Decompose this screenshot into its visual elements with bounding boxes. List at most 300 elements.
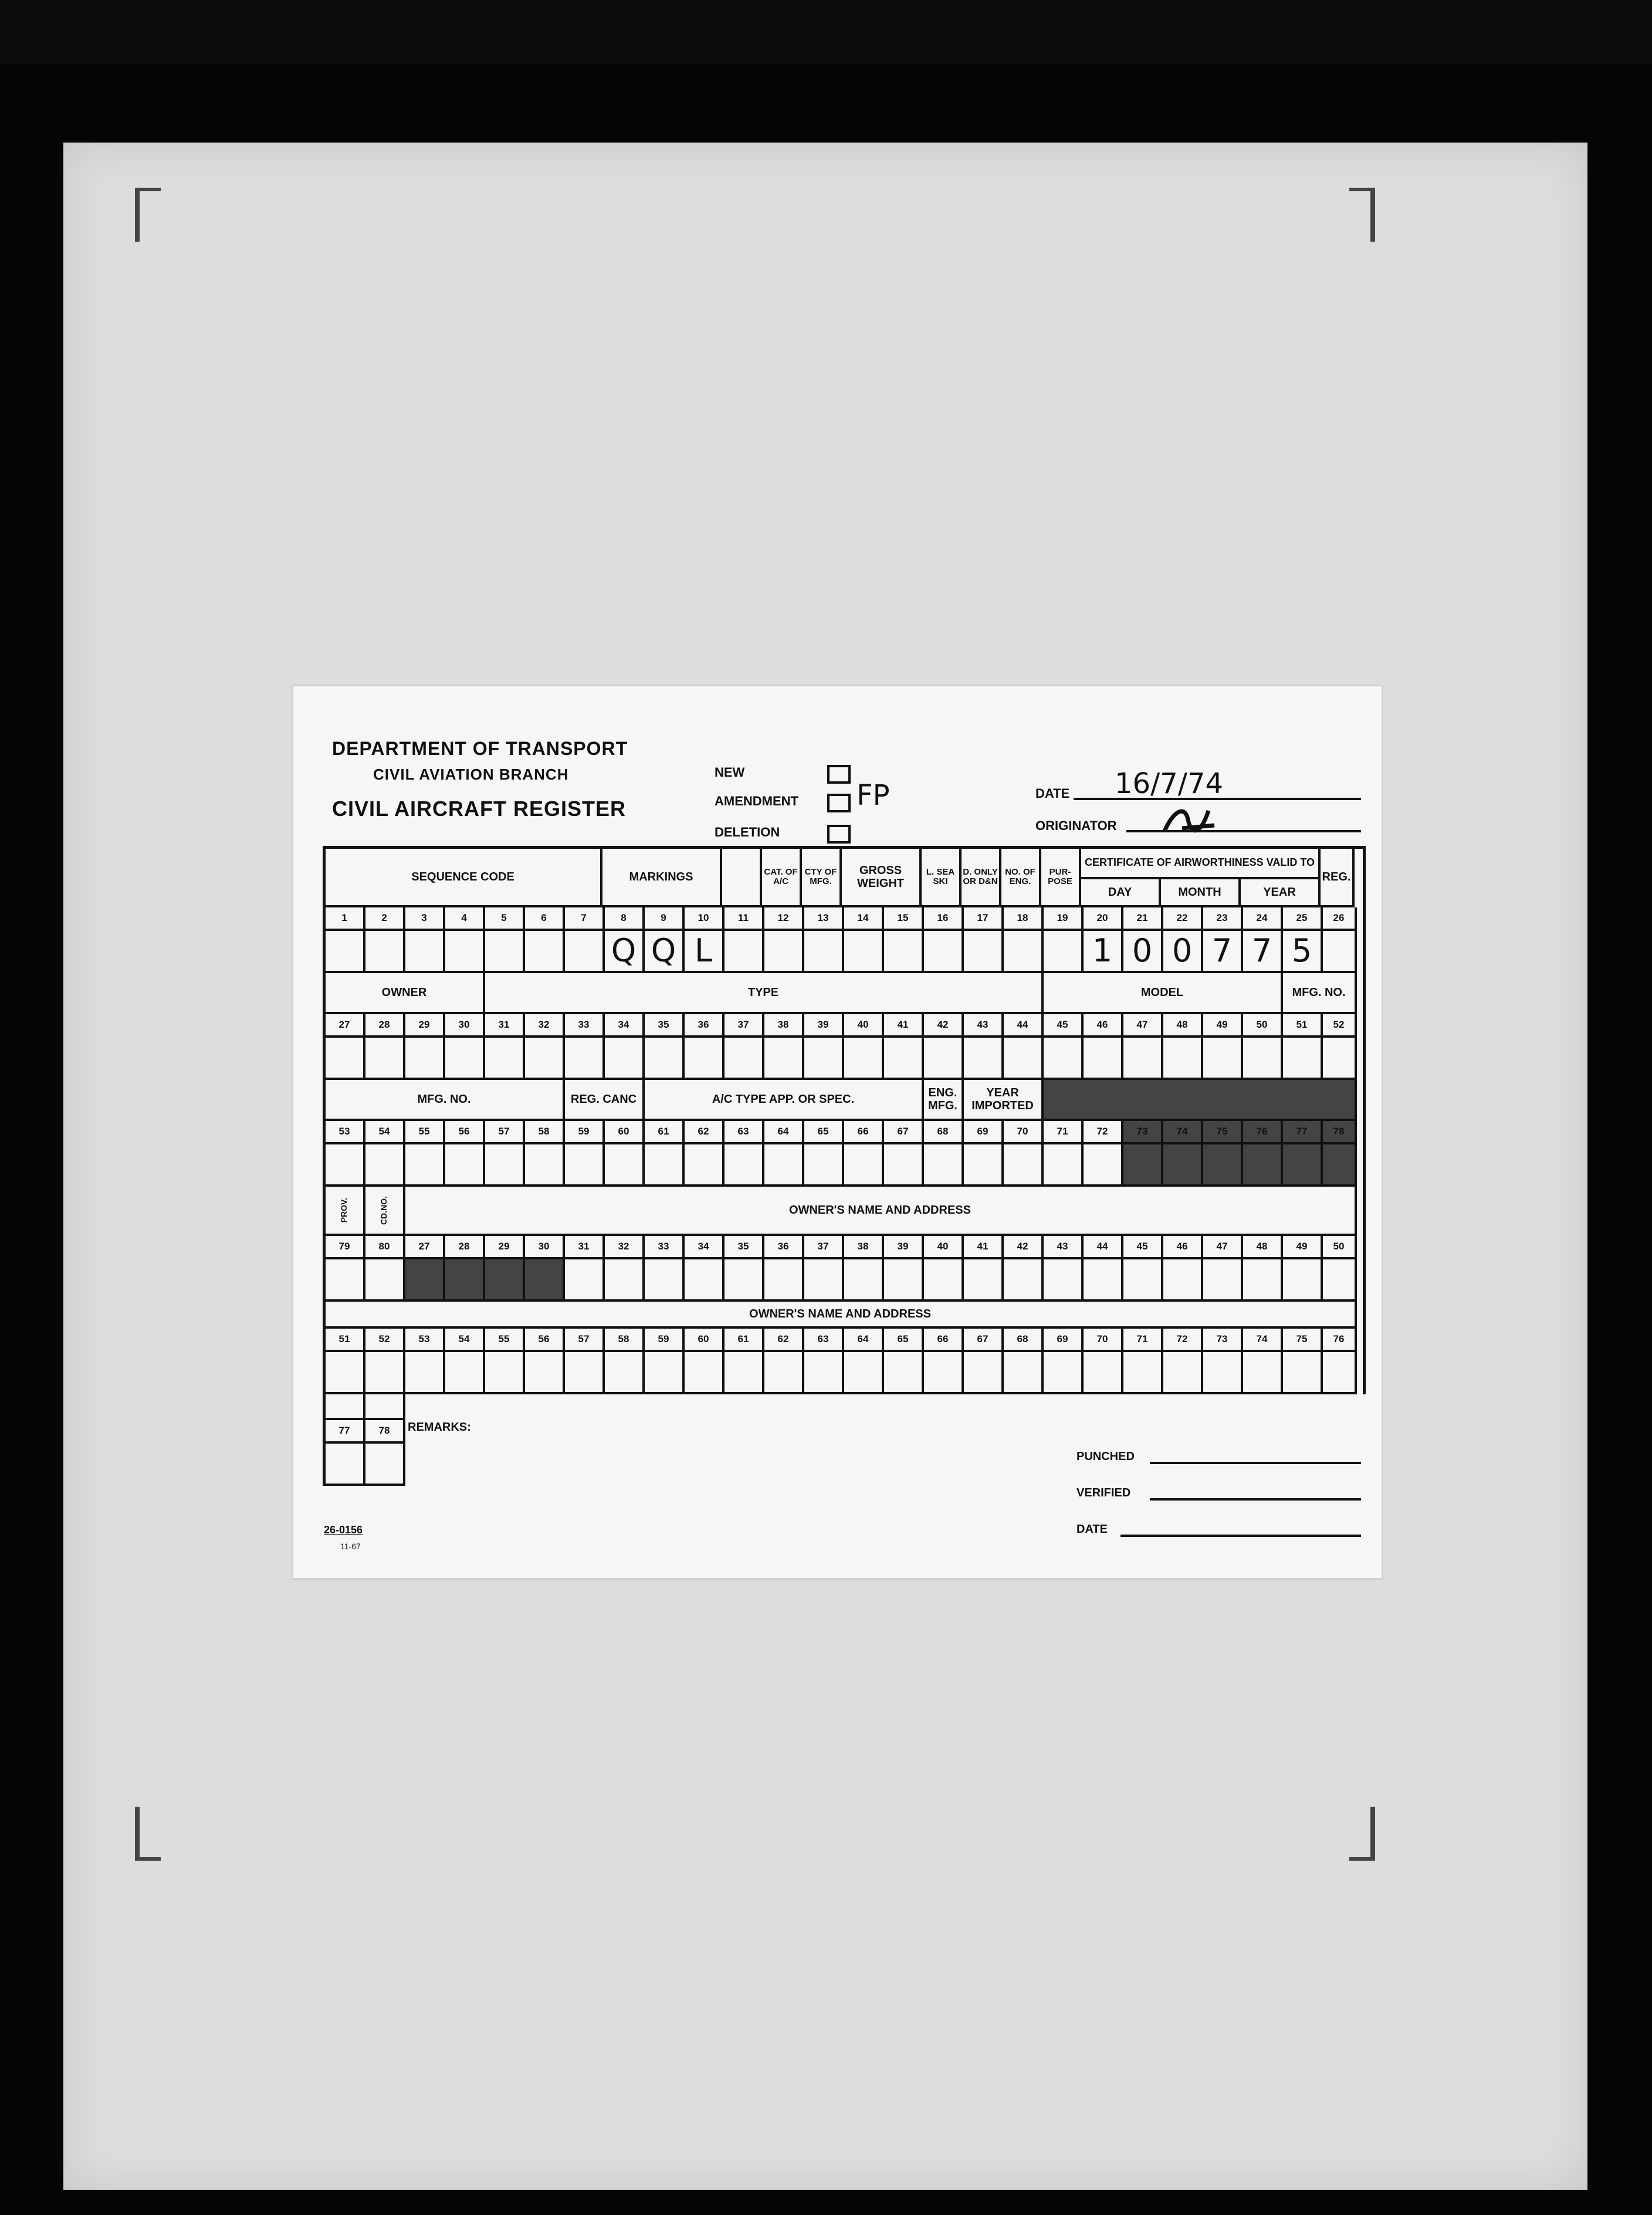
- row1-field-12[interactable]: [764, 931, 804, 973]
- row1-values: [323, 931, 1366, 973]
- row3-number-2: 54: [365, 1121, 405, 1144]
- field-78[interactable]: [365, 1444, 405, 1486]
- row5-field-12[interactable]: [764, 1352, 804, 1394]
- verified-label: VERIFIED: [1076, 1486, 1131, 1499]
- row3-number-17: 69: [964, 1121, 1004, 1144]
- purpose-header: PUR- POSE: [1041, 849, 1081, 907]
- row2-field-10[interactable]: [685, 1038, 725, 1080]
- row4-number-16: 40: [924, 1236, 964, 1259]
- row1-number-8: 8: [605, 907, 645, 931]
- row1-number-6: 6: [525, 907, 565, 931]
- row4-values: [323, 1259, 1366, 1302]
- form-date: 11-67: [340, 1542, 361, 1551]
- row5-number-21: 71: [1123, 1329, 1163, 1352]
- row4-field-23[interactable]: [1203, 1259, 1243, 1302]
- row5-number-23: 73: [1203, 1329, 1243, 1352]
- row4-number-11: 35: [725, 1236, 764, 1259]
- row1-number-16: 16: [924, 907, 964, 931]
- row4-field-16[interactable]: [924, 1259, 964, 1302]
- row4-number-22: 46: [1163, 1236, 1203, 1259]
- row5-field-2[interactable]: [365, 1352, 405, 1394]
- row3-number-14: 66: [844, 1121, 884, 1144]
- row5-field-8[interactable]: [605, 1352, 645, 1394]
- row1-number-18: 18: [1004, 907, 1044, 931]
- crop-mark-bottom-right: [1349, 1807, 1375, 1861]
- row4-headers: [323, 1187, 1366, 1236]
- row5-number-20: 70: [1084, 1329, 1123, 1352]
- prov-label: PROV.: [339, 1197, 349, 1223]
- row2-number-21: 47: [1123, 1014, 1163, 1038]
- new-checkbox[interactable]: [827, 765, 851, 784]
- row1-field-19[interactable]: [1044, 931, 1084, 973]
- register-grid: [323, 846, 1366, 1486]
- row4-field-24[interactable]: [1243, 1259, 1283, 1302]
- row4-field-1[interactable]: [326, 1259, 365, 1302]
- row2-number-18: 44: [1004, 1014, 1044, 1038]
- row3-number-21: 73: [1123, 1121, 1163, 1144]
- row5-field-16[interactable]: [924, 1352, 964, 1394]
- row1-number-11: 11: [725, 907, 764, 931]
- row5-field-3[interactable]: [405, 1352, 445, 1394]
- row3-number-9: 61: [645, 1121, 685, 1144]
- row1-field-6[interactable]: [525, 931, 565, 973]
- row4-number-2: 80: [365, 1236, 405, 1259]
- row3-field-7[interactable]: [565, 1144, 605, 1187]
- row4-field-17[interactable]: [964, 1259, 1004, 1302]
- remarks-gap-1: [326, 1394, 365, 1418]
- row3-number-5: 57: [485, 1121, 525, 1144]
- row2-field-20[interactable]: [1084, 1038, 1123, 1080]
- row2-number-6: 32: [525, 1014, 565, 1038]
- row5-number-4: 54: [445, 1329, 485, 1352]
- row2-field-9[interactable]: [645, 1038, 685, 1080]
- row2-number-10: 36: [685, 1014, 725, 1038]
- row4-number-14: 38: [844, 1236, 884, 1259]
- row3-number-11: 63: [725, 1121, 764, 1144]
- cat-header: CAT. OF A/C: [762, 849, 802, 907]
- row3-field-15[interactable]: [884, 1144, 924, 1187]
- row5-values: [323, 1352, 1366, 1394]
- row2-field-19[interactable]: [1044, 1038, 1084, 1080]
- row1-field-8[interactable]: Q: [605, 931, 645, 973]
- row3-field-5[interactable]: [485, 1144, 525, 1187]
- row4-field-8[interactable]: [605, 1259, 645, 1302]
- row5-number-24: 74: [1243, 1329, 1283, 1352]
- row1-field-10[interactable]: L: [685, 931, 725, 973]
- row4-field-4[interactable]: [445, 1259, 485, 1302]
- row2-field-24[interactable]: [1243, 1038, 1283, 1080]
- engmfg-header: ENG. MFG.: [924, 1080, 964, 1121]
- row3-number-16: 68: [924, 1121, 964, 1144]
- row5-number-12: 62: [764, 1329, 804, 1352]
- row2-numbers: [323, 1014, 1366, 1038]
- row4-numbers: [323, 1236, 1366, 1259]
- row4-field-26[interactable]: [1323, 1259, 1357, 1302]
- row3-field-13[interactable]: [804, 1144, 844, 1187]
- row2-field-14[interactable]: [844, 1038, 884, 1080]
- row3-number-13: 65: [804, 1121, 844, 1144]
- row1-numbers: [323, 907, 1366, 931]
- row1-number-25: 25: [1283, 907, 1323, 931]
- row4-field-25[interactable]: [1283, 1259, 1323, 1302]
- row2-number-11: 37: [725, 1014, 764, 1038]
- row3-field-25[interactable]: [1283, 1144, 1323, 1187]
- row2-field-21[interactable]: [1123, 1038, 1163, 1080]
- row1-field-3[interactable]: [405, 931, 445, 973]
- footer-date-label: DATE: [1076, 1523, 1108, 1536]
- row2-number-8: 34: [605, 1014, 645, 1038]
- row4-number-4: 28: [445, 1236, 485, 1259]
- row5-number-5: 55: [485, 1329, 525, 1352]
- row3-number-19: 71: [1044, 1121, 1084, 1144]
- num-77: 77: [326, 1420, 365, 1444]
- row5-field-5[interactable]: [485, 1352, 525, 1394]
- row1-field-17[interactable]: [964, 931, 1004, 973]
- row4-field-6[interactable]: [525, 1259, 565, 1302]
- row5-field-22[interactable]: [1163, 1352, 1203, 1394]
- row5-field-21[interactable]: [1123, 1352, 1163, 1394]
- mfgno-header: MFG. NO.: [1283, 973, 1357, 1014]
- row4-field-2[interactable]: [365, 1259, 405, 1302]
- row1-field-15[interactable]: [884, 931, 924, 973]
- footer-date-line[interactable]: [1120, 1535, 1361, 1537]
- row4-field-9[interactable]: [645, 1259, 685, 1302]
- row2-field-18[interactable]: [1004, 1038, 1044, 1080]
- row3-field-20[interactable]: [1084, 1144, 1123, 1187]
- row4-field-13[interactable]: [804, 1259, 844, 1302]
- row1-field-26[interactable]: [1323, 931, 1357, 973]
- gross-weight-header: GROSS WEIGHT: [842, 849, 922, 907]
- row5-number-2: 52: [365, 1329, 405, 1352]
- row4-number-1: 79: [326, 1236, 365, 1259]
- row1-number-5: 5: [485, 907, 525, 931]
- row5-field-4[interactable]: [445, 1352, 485, 1394]
- row3-field-9[interactable]: [645, 1144, 685, 1187]
- row3-values: [323, 1144, 1366, 1187]
- row2-field-7[interactable]: [565, 1038, 605, 1080]
- row4-field-11[interactable]: [725, 1259, 764, 1302]
- row5-numbers: [323, 1329, 1366, 1352]
- row4-number-21: 45: [1123, 1236, 1163, 1259]
- row3-field-16[interactable]: [924, 1144, 964, 1187]
- row5-field-14[interactable]: [844, 1352, 884, 1394]
- row1-number-12: 12: [764, 907, 804, 931]
- row1-number-2: 2: [365, 907, 405, 931]
- prov-header: [326, 1187, 365, 1236]
- row5-field-13[interactable]: [804, 1352, 844, 1394]
- row4-number-5: 29: [485, 1236, 525, 1259]
- row4-field-20[interactable]: [1084, 1259, 1123, 1302]
- blank-header: [722, 849, 762, 907]
- row3-field-24[interactable]: [1243, 1144, 1283, 1187]
- mfgno-header-2: MFG. NO.: [326, 1080, 565, 1121]
- row5-number-17: 67: [964, 1329, 1004, 1352]
- row1-number-10: 10: [685, 907, 725, 931]
- crop-mark-top-right: [1349, 188, 1375, 242]
- row2-number-7: 33: [565, 1014, 605, 1038]
- row3-field-17[interactable]: [964, 1144, 1004, 1187]
- row4-number-3: 27: [405, 1236, 445, 1259]
- row3-field-12[interactable]: [764, 1144, 804, 1187]
- row3-number-1: 53: [326, 1121, 365, 1144]
- row2-number-3: 29: [405, 1014, 445, 1038]
- scanner-edge: [0, 0, 1652, 65]
- deletion-checkbox[interactable]: [827, 825, 851, 844]
- row2-field-22[interactable]: [1163, 1038, 1203, 1080]
- row3-number-4: 56: [445, 1121, 485, 1144]
- row5-number-1: 51: [326, 1329, 365, 1352]
- row3-number-18: 70: [1004, 1121, 1044, 1144]
- row1-field-20[interactable]: 1: [1084, 931, 1123, 973]
- cdno-label: CD.NO.: [379, 1195, 389, 1225]
- verified-line[interactable]: [1150, 1498, 1361, 1501]
- row5-field-25[interactable]: [1283, 1352, 1323, 1394]
- row2-field-4[interactable]: [445, 1038, 485, 1080]
- month-header: MONTH: [1161, 879, 1241, 905]
- row1-number-15: 15: [884, 907, 924, 931]
- year-imported-header: YEAR IMPORTED: [964, 1080, 1044, 1121]
- num-78: 78: [365, 1420, 405, 1444]
- row5-number-6: 56: [525, 1329, 565, 1352]
- row5-field-24[interactable]: [1243, 1352, 1283, 1394]
- row5-field-6[interactable]: [525, 1352, 565, 1394]
- row4-field-12[interactable]: [764, 1259, 804, 1302]
- row3-number-23: 75: [1203, 1121, 1243, 1144]
- row5-field-20[interactable]: [1084, 1352, 1123, 1394]
- row5-number-3: 53: [405, 1329, 445, 1352]
- row4-field-7[interactable]: [565, 1259, 605, 1302]
- row1-number-26: 26: [1323, 907, 1357, 931]
- row3-number-12: 64: [764, 1121, 804, 1144]
- row1-field-22[interactable]: 0: [1163, 931, 1203, 973]
- row2-field-26[interactable]: [1323, 1038, 1357, 1080]
- row2-field-17[interactable]: [964, 1038, 1004, 1080]
- row5-number-8: 58: [605, 1329, 645, 1352]
- lsea-header: L. SEA SKI: [922, 849, 962, 907]
- row2-number-20: 46: [1084, 1014, 1123, 1038]
- row2-number-17: 43: [964, 1014, 1004, 1038]
- row4-field-3[interactable]: [405, 1259, 445, 1302]
- owner-name-header-2: OWNER'S NAME AND ADDRESS: [326, 1302, 1357, 1329]
- owner-header: OWNER: [326, 973, 485, 1014]
- row5-number-14: 64: [844, 1329, 884, 1352]
- row4-field-14[interactable]: [844, 1259, 884, 1302]
- row4-number-9: 33: [645, 1236, 685, 1259]
- deletion-label: DELETION: [715, 825, 780, 839]
- row2-number-15: 41: [884, 1014, 924, 1038]
- row1-field-4[interactable]: [445, 931, 485, 973]
- row1-field-23[interactable]: 7: [1203, 931, 1243, 973]
- row3-number-3: 55: [405, 1121, 445, 1144]
- row5-number-9: 59: [645, 1329, 685, 1352]
- row5-field-7[interactable]: [565, 1352, 605, 1394]
- row2-field-6[interactable]: [525, 1038, 565, 1080]
- row5-number-7: 57: [565, 1329, 605, 1352]
- row2-number-22: 48: [1163, 1014, 1203, 1038]
- row2-field-25[interactable]: [1283, 1038, 1323, 1080]
- row3-field-1[interactable]: [326, 1144, 365, 1187]
- row3-field-18[interactable]: [1004, 1144, 1044, 1187]
- row1-number-19: 19: [1044, 907, 1084, 931]
- row1-field-7[interactable]: [565, 931, 605, 973]
- row3-field-6[interactable]: [525, 1144, 565, 1187]
- row2-number-19: 45: [1044, 1014, 1084, 1038]
- owner-name-header: OWNER'S NAME AND ADDRESS: [405, 1187, 1357, 1236]
- row2-number-9: 35: [645, 1014, 685, 1038]
- row1-field-13[interactable]: [804, 931, 844, 973]
- row1-field-1[interactable]: [326, 931, 365, 973]
- row1-number-7: 7: [565, 907, 605, 931]
- row1-number-24: 24: [1243, 907, 1283, 931]
- row3-field-11[interactable]: [725, 1144, 764, 1187]
- row5-field-18[interactable]: [1004, 1352, 1044, 1394]
- originator-signature: [1159, 799, 1223, 840]
- row3-field-2[interactable]: [365, 1144, 405, 1187]
- row4-field-18[interactable]: [1004, 1259, 1044, 1302]
- row2-field-16[interactable]: [924, 1038, 964, 1080]
- row4-number-7: 31: [565, 1236, 605, 1259]
- row2-field-12[interactable]: [764, 1038, 804, 1080]
- row3-field-3[interactable]: [405, 1144, 445, 1187]
- row3-field-4[interactable]: [445, 1144, 485, 1187]
- row1-field-18[interactable]: [1004, 931, 1044, 973]
- row1-number-23: 23: [1203, 907, 1243, 931]
- row2-field-13[interactable]: [804, 1038, 844, 1080]
- row2-field-2[interactable]: [365, 1038, 405, 1080]
- originator-label: ORIGINATOR: [1035, 818, 1117, 833]
- row4-field-15[interactable]: [884, 1259, 924, 1302]
- row1-field-11[interactable]: [725, 931, 764, 973]
- row2-number-1: 27: [326, 1014, 365, 1038]
- row4-field-10[interactable]: [685, 1259, 725, 1302]
- row5-field-23[interactable]: [1203, 1352, 1243, 1394]
- row2-number-25: 51: [1283, 1014, 1323, 1038]
- row1-number-22: 22: [1163, 907, 1203, 931]
- row4-number-23: 47: [1203, 1236, 1243, 1259]
- row4-number-24: 48: [1243, 1236, 1283, 1259]
- row5-field-10[interactable]: [685, 1352, 725, 1394]
- row4-number-20: 44: [1084, 1236, 1123, 1259]
- row2-number-4: 30: [445, 1014, 485, 1038]
- row2-field-23[interactable]: [1203, 1038, 1243, 1080]
- row5-number-16: 66: [924, 1329, 964, 1352]
- row1-number-21: 21: [1123, 907, 1163, 931]
- row5-number-11: 61: [725, 1329, 764, 1352]
- row5-number-25: 75: [1283, 1329, 1323, 1352]
- row3-field-22[interactable]: [1163, 1144, 1203, 1187]
- row5-field-9[interactable]: [645, 1352, 685, 1394]
- day-header: DAY: [1081, 879, 1161, 905]
- row3-number-6: 58: [525, 1121, 565, 1144]
- row4-field-5[interactable]: [485, 1259, 525, 1302]
- row1-field-24[interactable]: 7: [1243, 931, 1283, 973]
- row3-field-14[interactable]: [844, 1144, 884, 1187]
- row5-number-19: 69: [1044, 1329, 1084, 1352]
- row3-field-19[interactable]: [1044, 1144, 1084, 1187]
- row4-field-22[interactable]: [1163, 1259, 1203, 1302]
- row2-field-5[interactable]: [485, 1038, 525, 1080]
- amendment-checkbox[interactable]: [827, 794, 851, 812]
- row4-number-18: 42: [1004, 1236, 1044, 1259]
- row2-field-15[interactable]: [884, 1038, 924, 1080]
- row3-field-8[interactable]: [605, 1144, 645, 1187]
- row2-field-3[interactable]: [405, 1038, 445, 1080]
- punched-line[interactable]: [1150, 1462, 1361, 1464]
- date-value[interactable]: 16/7/74: [1115, 767, 1224, 800]
- row5-field-17[interactable]: [964, 1352, 1004, 1394]
- row1-field-14[interactable]: [844, 931, 884, 973]
- cert-header: [1081, 849, 1321, 907]
- row4-number-10: 34: [685, 1236, 725, 1259]
- row2-number-23: 49: [1203, 1014, 1243, 1038]
- row1-field-9[interactable]: Q: [645, 931, 685, 973]
- register-title: CIVIL AIRCRAFT REGISTER: [332, 797, 627, 821]
- row2-field-8[interactable]: [605, 1038, 645, 1080]
- row2-field-11[interactable]: [725, 1038, 764, 1080]
- row4-number-25: 49: [1283, 1236, 1323, 1259]
- row2-field-1[interactable]: [326, 1038, 365, 1080]
- row2-values: [323, 1038, 1366, 1080]
- row4-field-19[interactable]: [1044, 1259, 1084, 1302]
- row2-number-16: 42: [924, 1014, 964, 1038]
- row1-number-17: 17: [964, 907, 1004, 931]
- row3-numbers: [323, 1121, 1366, 1144]
- row2-number-26: 52: [1323, 1014, 1357, 1038]
- crop-mark-bottom-left: [135, 1807, 161, 1861]
- branch-title: CIVIL AVIATION BRANCH: [373, 766, 569, 783]
- row4-number-6: 30: [525, 1236, 565, 1259]
- row5-field-1[interactable]: [326, 1352, 365, 1394]
- row3-number-22: 74: [1163, 1121, 1203, 1144]
- row5-field-15[interactable]: [884, 1352, 924, 1394]
- row3-field-26[interactable]: [1323, 1144, 1357, 1187]
- cdno-header: [365, 1187, 405, 1236]
- row5-number-26: 76: [1323, 1329, 1357, 1352]
- row5-field-19[interactable]: [1044, 1352, 1084, 1394]
- row1-field-5[interactable]: [485, 931, 525, 973]
- row3-number-20: 72: [1084, 1121, 1123, 1144]
- punched-label: PUNCHED: [1076, 1450, 1135, 1463]
- row1-number-20: 20: [1084, 907, 1123, 931]
- amendment-label: AMENDMENT: [715, 794, 798, 808]
- row3-number-7: 59: [565, 1121, 605, 1144]
- row4-field-21[interactable]: [1123, 1259, 1163, 1302]
- register-card: [293, 686, 1382, 1578]
- row1-field-25[interactable]: 5: [1283, 931, 1323, 973]
- row3-number-15: 67: [884, 1121, 924, 1144]
- row1-field-21[interactable]: 0: [1123, 931, 1163, 973]
- row1-field-16[interactable]: [924, 931, 964, 973]
- field-77[interactable]: [326, 1444, 365, 1486]
- row3-field-21[interactable]: [1123, 1144, 1163, 1187]
- row3-field-23[interactable]: [1203, 1144, 1243, 1187]
- row1-number-1: 1: [326, 907, 365, 931]
- noeng-header: NO. OF ENG.: [1001, 849, 1041, 907]
- row3-field-10[interactable]: [685, 1144, 725, 1187]
- row2-number-12: 38: [764, 1014, 804, 1038]
- row1-number-9: 9: [645, 907, 685, 931]
- row5-field-11[interactable]: [725, 1352, 764, 1394]
- row3-number-25: 77: [1283, 1121, 1323, 1144]
- row1-field-2[interactable]: [365, 931, 405, 973]
- row5-number-10: 60: [685, 1329, 725, 1352]
- model-header: MODEL: [1044, 973, 1283, 1014]
- row5-field-26[interactable]: [1323, 1352, 1357, 1394]
- row3-number-10: 62: [685, 1121, 725, 1144]
- row4-number-8: 32: [605, 1236, 645, 1259]
- row2-number-5: 31: [485, 1014, 525, 1038]
- row4-number-19: 43: [1044, 1236, 1084, 1259]
